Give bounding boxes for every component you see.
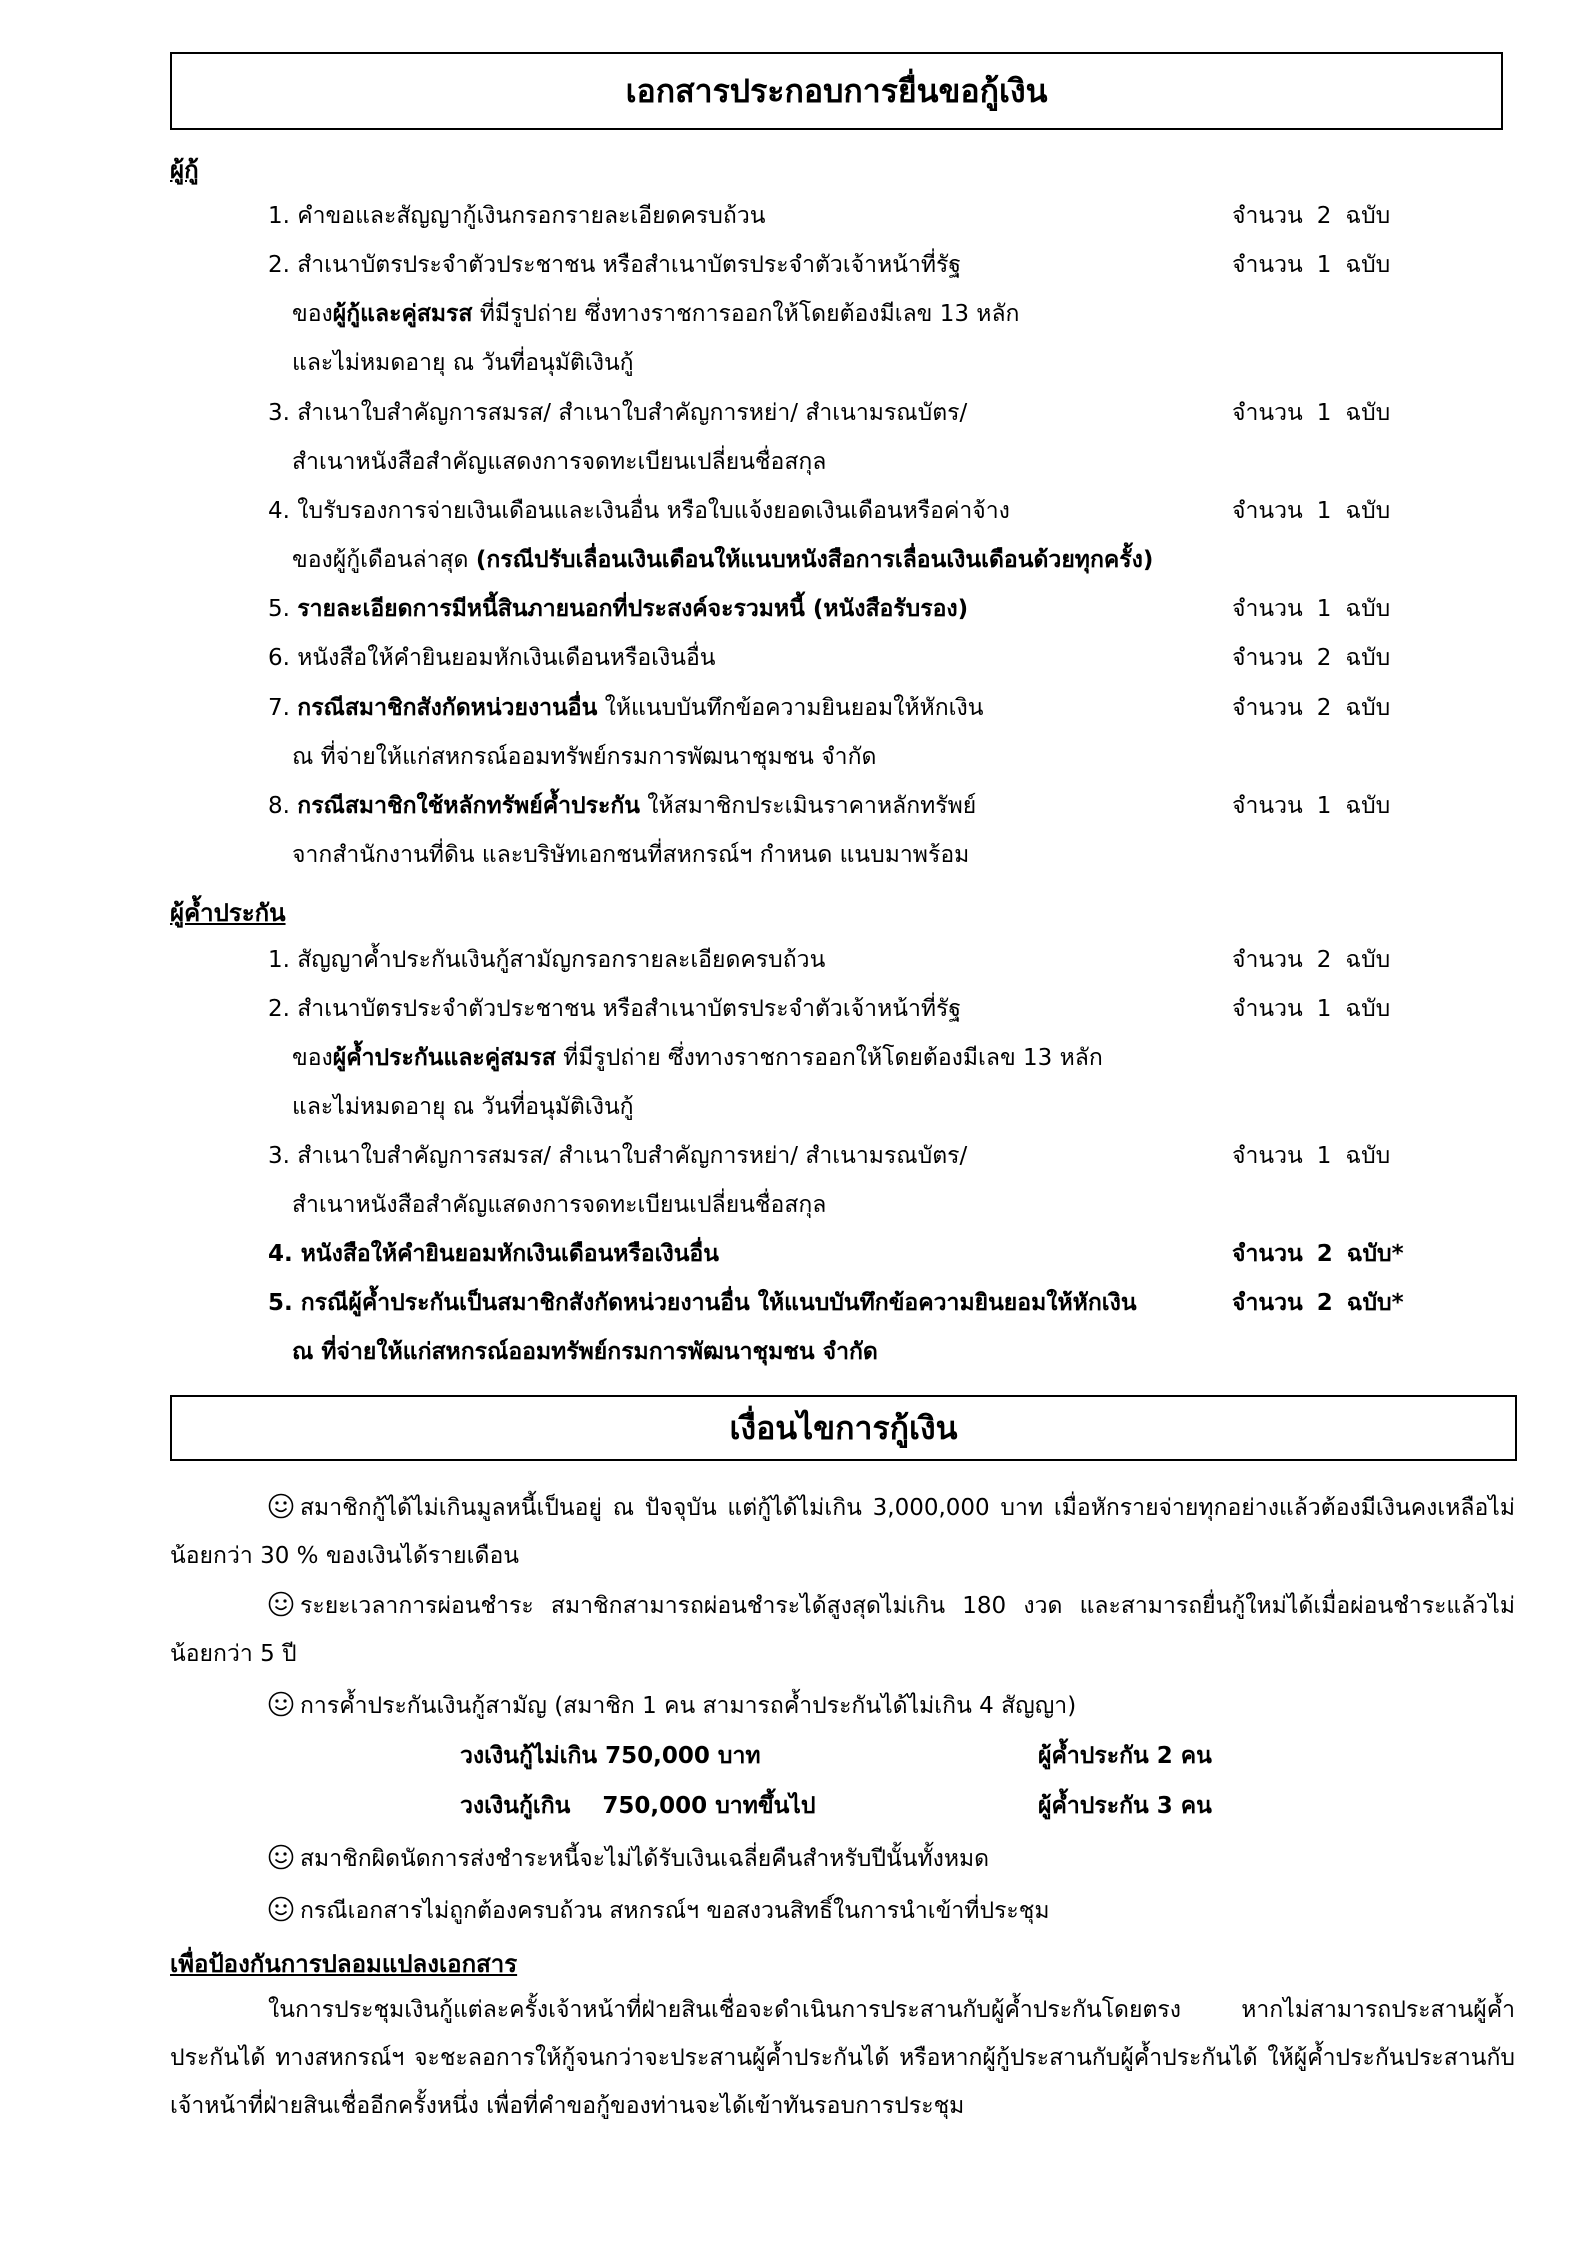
- borrower-item-1-qty: จำนวน 2 ฉบับ: [1232, 203, 1391, 229]
- borrower-item-8-qty: จำนวน 1 ฉบับ: [1232, 793, 1391, 819]
- condition-2: ระยะเวลาการผ่อนชำระ สมาชิกสามารถผ่อนชำระได้สูงสุดไม่เกิน 180 งวด และสามารถยื่นกู้ใหม่ได้เมื่อผ่อนชำระแล้วไม่น้อยกว่า 5 ปี: [170, 1593, 1515, 1667]
- guarantee-row-1-guarantors: ผู้ค้ำประกัน 2 คน: [1038, 1743, 1212, 1769]
- guarantor-header: ผู้ค้ำประกัน: [170, 899, 286, 927]
- smiley-icon: [268, 1896, 294, 1922]
- guarantor-item-5-qty: จำนวน 2 ฉบับ*: [1232, 1290, 1404, 1316]
- borrower-item-3: 3. สำเนาใบสำคัญการสมรส/ สำเนาใบสำคัญการหย่า/ สำเนามรณบัตร/: [268, 400, 968, 426]
- guarantor-item-2-cont-2: และไม่หมดอายุ ณ วันที่อนุมัติเงินกู้: [292, 1094, 634, 1120]
- conditions-title: เงื่อนไขการกู้เงิน: [729, 1408, 958, 1447]
- guarantor-item-4-qty: จำนวน 2 ฉบับ*: [1232, 1241, 1404, 1267]
- guarantee-row-1-limit: วงเงินกู้ไม่เกิน 750,000 บาท: [460, 1743, 761, 1769]
- smiley-icon: [268, 1493, 294, 1519]
- borrower-item-3-qty: จำนวน 1 ฉบับ: [1232, 400, 1391, 426]
- guarantor-item-2-qty: จำนวน 1 ฉบับ: [1232, 996, 1391, 1022]
- condition-3: การค้ำประกันเงินกู้สามัญ (สมาชิก 1 คน สามารถค้ำประกันได้ไม่เกิน 4 สัญญา): [268, 1690, 1076, 1722]
- borrower-item-8: 8. กรณีสมาชิกใช้หลักทรัพย์ค้ำประกัน ให้สมาชิกประเมินราคาหลักทรัพย์: [268, 793, 977, 819]
- borrower-item-3-cont: สำเนาหนังสือสำคัญแสดงการจดทะเบียนเปลี่ยนชื่อสกุล: [292, 449, 827, 475]
- guarantor-item-5: 5. กรณีผู้ค้ำประกันเป็นสมาชิกสังกัดหน่วยงานอื่น ให้แนบบันทึกข้อความยินยอมให้หักเงิน: [268, 1290, 1137, 1316]
- borrower-item-2-cont-1: ของผู้กู้และคู่สมรส ที่มีรูปถ่าย ซึ่งทางราชการออกให้โดยต้องมีเลข 13 หลัก: [292, 301, 1020, 327]
- document-title-box: [170, 52, 1503, 130]
- guarantor-item-1: 1. สัญญาค้ำประกันเงินกู้สามัญกรอกรายละเอียดครบถ้วน: [268, 947, 826, 973]
- guarantor-item-2: 2. สำเนาบัตรประจำตัวประชาชน หรือสำเนาบัตรประจำตัวเจ้าหน้าที่รัฐ: [268, 996, 962, 1022]
- guarantor-item-4: 4. หนังสือให้คำยินยอมหักเงินเดือนหรือเงินอื่น: [268, 1241, 719, 1267]
- borrower-item-5-qty: จำนวน 1 ฉบับ: [1232, 596, 1391, 622]
- borrower-item-7-cont: ณ ที่จ่ายให้แก่สหกรณ์ออมทรัพย์กรมการพัฒนาชุมชน จำกัด: [292, 744, 877, 770]
- guarantee-row-2-limit: วงเงินกู้เกิน 750,000 บาทขึ้นไป: [460, 1793, 816, 1819]
- borrower-item-4-cont: ของผู้กู้เดือนล่าสุด (กรณีปรับเลื่อนเงินเดือนให้แนบหนังสือการเลื่อนเงินเดือนด้วยทุกครั้ง): [292, 547, 1154, 573]
- conditions-title-box: [170, 1395, 1517, 1461]
- condition-1: สมาชิกกู้ได้ไม่เกินมูลหนี้เป็นอยู่ ณ ปัจจุบัน แต่กู้ได้ไม่เกิน 3,000,000 บาท เมื่อหักรายจ่ายทุกอย่างแล้วต้องมีเงินคงเหลือไม่น้อยกว่า 30 % ของเงินได้รายเดือน: [170, 1495, 1515, 1569]
- borrower-item-2-qty: จำนวน 1 ฉบับ: [1232, 252, 1391, 278]
- condition-5: กรณีเอกสารไม่ถูกต้องครบถ้วน สหกรณ์ฯ ขอสงวนสิทธิ์ในการนำเข้าที่ประชุม: [268, 1895, 1050, 1927]
- guarantor-item-2-cont-1: ของผู้ค้ำประกันและคู่สมรส ที่มีรูปถ่าย ซึ่งทางราชการออกให้โดยต้องมีเลข 13 หลัก: [292, 1045, 1103, 1071]
- borrower-item-4: 4. ใบรับรองการจ่ายเงินเดือนและเงินอื่น หรือใบแจ้งยอดเงินเดือนหรือค่าจ้าง: [268, 498, 1010, 524]
- smiley-icon: [268, 1844, 294, 1870]
- borrower-item-1: 1. คำขอและสัญญากู้เงินกรอกรายละเอียดครบถ้วน: [268, 203, 766, 229]
- borrower-item-2-cont-2: และไม่หมดอายุ ณ วันที่อนุมัติเงินกู้: [292, 350, 634, 376]
- antiforge-paragraph: ในการประชุมเงินกู้แต่ละครั้งเจ้าหน้าที่ฝ่ายสินเชื่อจะดำเนินการประสานกับผู้ค้ำประกันโดยตรง หากไม่สามารถประสานผู้ค้ำประกันได้ ทางสหกรณ์ฯ จะชะลอการให้กู้จนกว่าจะประสานผู้ค้ำประกันได้ หรือหากผู้กู้ประสานกับผู้ค้ำประกันได้ ให้ผู้ค้ำประกันประสานกับเจ้าหน้าที่ฝ่ายสินเชื่ออีกครั้งหนึ่ง เพื่อที่คำขอกู้ของท่านจะได้เข้าทันรอบการประชุม: [170, 1997, 1515, 2119]
- antiforge-header: เพื่อป้องกันการปลอมแปลงเอกสาร: [170, 1950, 518, 1978]
- borrower-item-2: 2. สำเนาบัตรประจำตัวประชาชน หรือสำเนาบัตรประจำตัวเจ้าหน้าที่รัฐ: [268, 252, 962, 278]
- borrower-item-6: 6. หนังสือให้คำยินยอมหักเงินเดือนหรือเงินอื่น: [268, 645, 716, 671]
- borrower-item-7: 7. กรณีสมาชิกสังกัดหน่วยงานอื่น ให้แนบบันทึกข้อความยินยอมให้หักเงิน: [268, 695, 984, 721]
- smiley-icon: [268, 1691, 294, 1717]
- guarantor-item-3-qty: จำนวน 1 ฉบับ: [1232, 1143, 1391, 1169]
- borrower-item-8-cont: จากสำนักงานที่ดิน และบริษัทเอกชนที่สหกรณ์ฯ กำหนด แนบมาพร้อม: [292, 842, 970, 868]
- borrower-header: ผู้กู้: [170, 156, 199, 184]
- borrower-item-4-qty: จำนวน 1 ฉบับ: [1232, 498, 1391, 524]
- guarantee-row-2-guarantors: ผู้ค้ำประกัน 3 คน: [1038, 1793, 1212, 1819]
- guarantor-item-1-qty: จำนวน 2 ฉบับ: [1232, 947, 1391, 973]
- guarantor-item-3: 3. สำเนาใบสำคัญการสมรส/ สำเนาใบสำคัญการหย่า/ สำเนามรณบัตร/: [268, 1143, 968, 1169]
- borrower-item-5: 5. รายละเอียดการมีหนี้สินภายนอกที่ประสงค์จะรวมหนี้ (หนังสือรับรอง): [268, 596, 969, 622]
- guarantor-item-5-cont: ณ ที่จ่ายให้แก่สหกรณ์ออมทรัพย์กรมการพัฒนาชุมชน จำกัด: [292, 1339, 878, 1365]
- borrower-item-6-qty: จำนวน 2 ฉบับ: [1232, 645, 1391, 671]
- document-title: เอกสารประกอบการยื่นขอกู้เงิน: [625, 71, 1048, 110]
- smiley-icon: [268, 1591, 294, 1617]
- borrower-item-7-qty: จำนวน 2 ฉบับ: [1232, 695, 1391, 721]
- guarantor-item-3-cont: สำเนาหนังสือสำคัญแสดงการจดทะเบียนเปลี่ยนชื่อสกุล: [292, 1192, 827, 1218]
- condition-4: สมาชิกผิดนัดการส่งชำระหนี้จะไม่ได้รับเงินเฉลี่ยคืนสำหรับปีนั้นทั้งหมด: [268, 1843, 989, 1875]
